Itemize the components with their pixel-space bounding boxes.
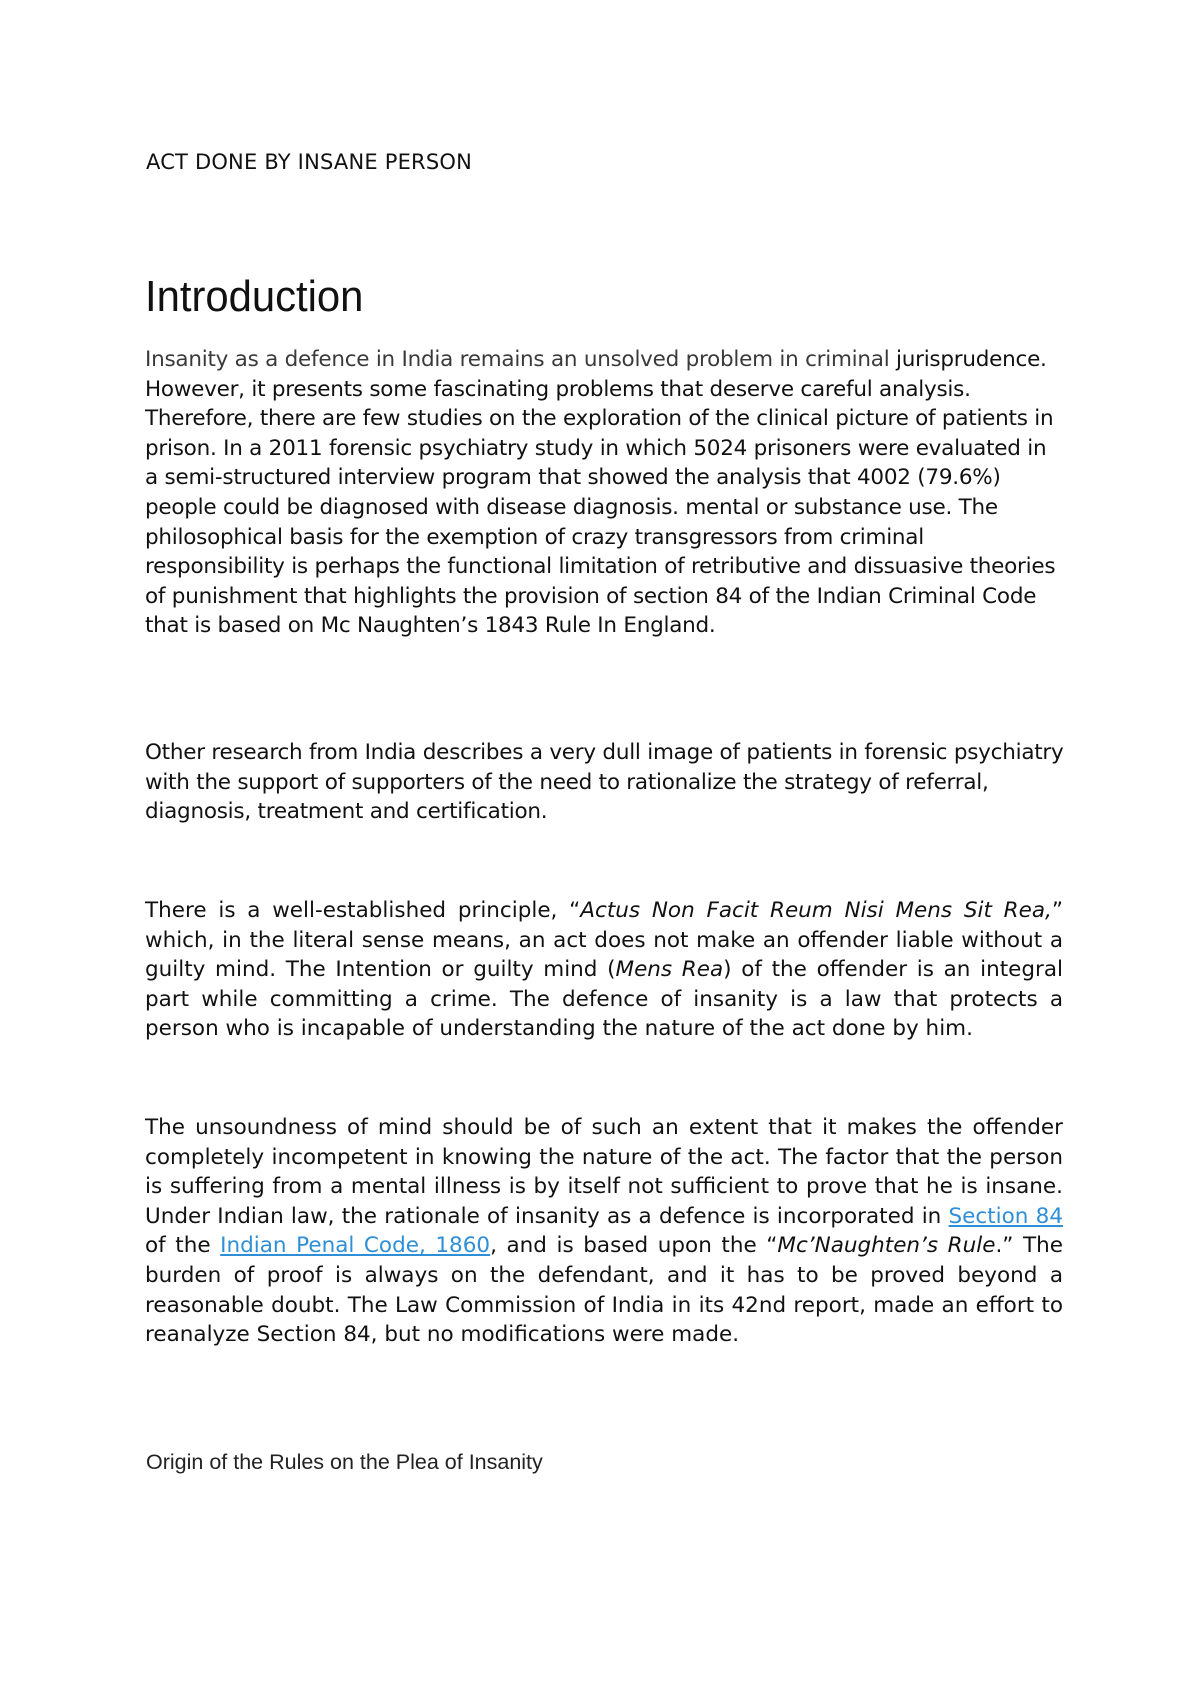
intro-paragraph-1-rest: jurisprudence. However, it presents some fascinating problems that deserve careful analysis. Therefore, there are few studies on the exploration of the clinical picture of patients in prison. In a 2011 forensic psychiatry study in which 5024 prisoners were evaluated in a semi-structured interview program that showed the analysis that 4002 (79.6%) people could be diagnosed with disease diagnosis. mental or substance use. The philosophical basis for the exemption of crazy transgressors from criminal responsibility is perhaps the functional limitation of retributive and dissuasive theories of punishment that highlights the provision of section 84 of the Indian Criminal Code that is based on Mc Naughten’s 1843 Rule In England. bbox=[145, 347, 1056, 639]
mens-rea-term: Mens Rea bbox=[615, 957, 724, 983]
p3-text-1: There is a well-established principle, “ bbox=[145, 898, 581, 923]
section-heading-introduction: Introduction bbox=[145, 272, 364, 321]
p4-text-2: of the bbox=[145, 1233, 221, 1259]
intro-paragraph-1 bbox=[145, 345, 1065, 641]
intro-paragraph-3 bbox=[145, 896, 1063, 1044]
p4-text-1: The unsoundness of mind should be of such an extent that it makes the offender completely incompetent in knowing the nature of the act. The factor that the person is suffering from a mental illness is by itself not sufficient to prove that he is insane. Under Indian law, the rationale of insanity as a defence is incorporated in bbox=[145, 1115, 1063, 1229]
subheading-origin-of-rules: Origin of the Rules on the Plea of Insanity bbox=[146, 1450, 543, 1474]
p3-text-2: ” which, in the literal sense means, an act does not make an offender liable without a guilty mind. The Intention or guilty mind ( bbox=[145, 898, 1063, 983]
mcnaughten-rule-term: Mc’Naughten’s Rule bbox=[777, 1233, 996, 1259]
latin-maxim: Actus Non Facit Reum Nisi Mens Sit Rea, bbox=[580, 898, 1052, 923]
p4-text-3: , and is based upon the “ bbox=[490, 1233, 778, 1259]
intro-paragraph-2: Other research from India describes a very dull image of patients in forensic psychiatry with the support of supporters of the need to rationalize the strategy of referral, diagnosis, treatment and certification. bbox=[145, 740, 1064, 825]
intro-paragraph-1-lead: Insanity as a defence in India remains an unsolved problem in criminal bbox=[145, 347, 890, 372]
p4-text-4: .” The burden of proof is always on the defendant, and it has to be proved beyond a reasonable doubt. The Law Commission of India in its 42nd report, made an effort to reanalyze Section 84, but no modifications were made. bbox=[145, 1233, 1063, 1348]
p3-text-3: ) of the offender is an integral part while committing a crime. The defence of insanity is a law that protects a person who is incapable of understanding the nature of the act done by him. bbox=[145, 957, 1064, 1042]
document-title: ACT DONE BY INSANE PERSON bbox=[146, 150, 473, 174]
link-indian-penal-code[interactable]: Indian Penal Code, 1860 bbox=[220, 1233, 491, 1259]
link-section-84[interactable]: Section 84 bbox=[948, 1203, 1063, 1229]
intro-paragraph-4 bbox=[145, 1113, 1063, 1350]
